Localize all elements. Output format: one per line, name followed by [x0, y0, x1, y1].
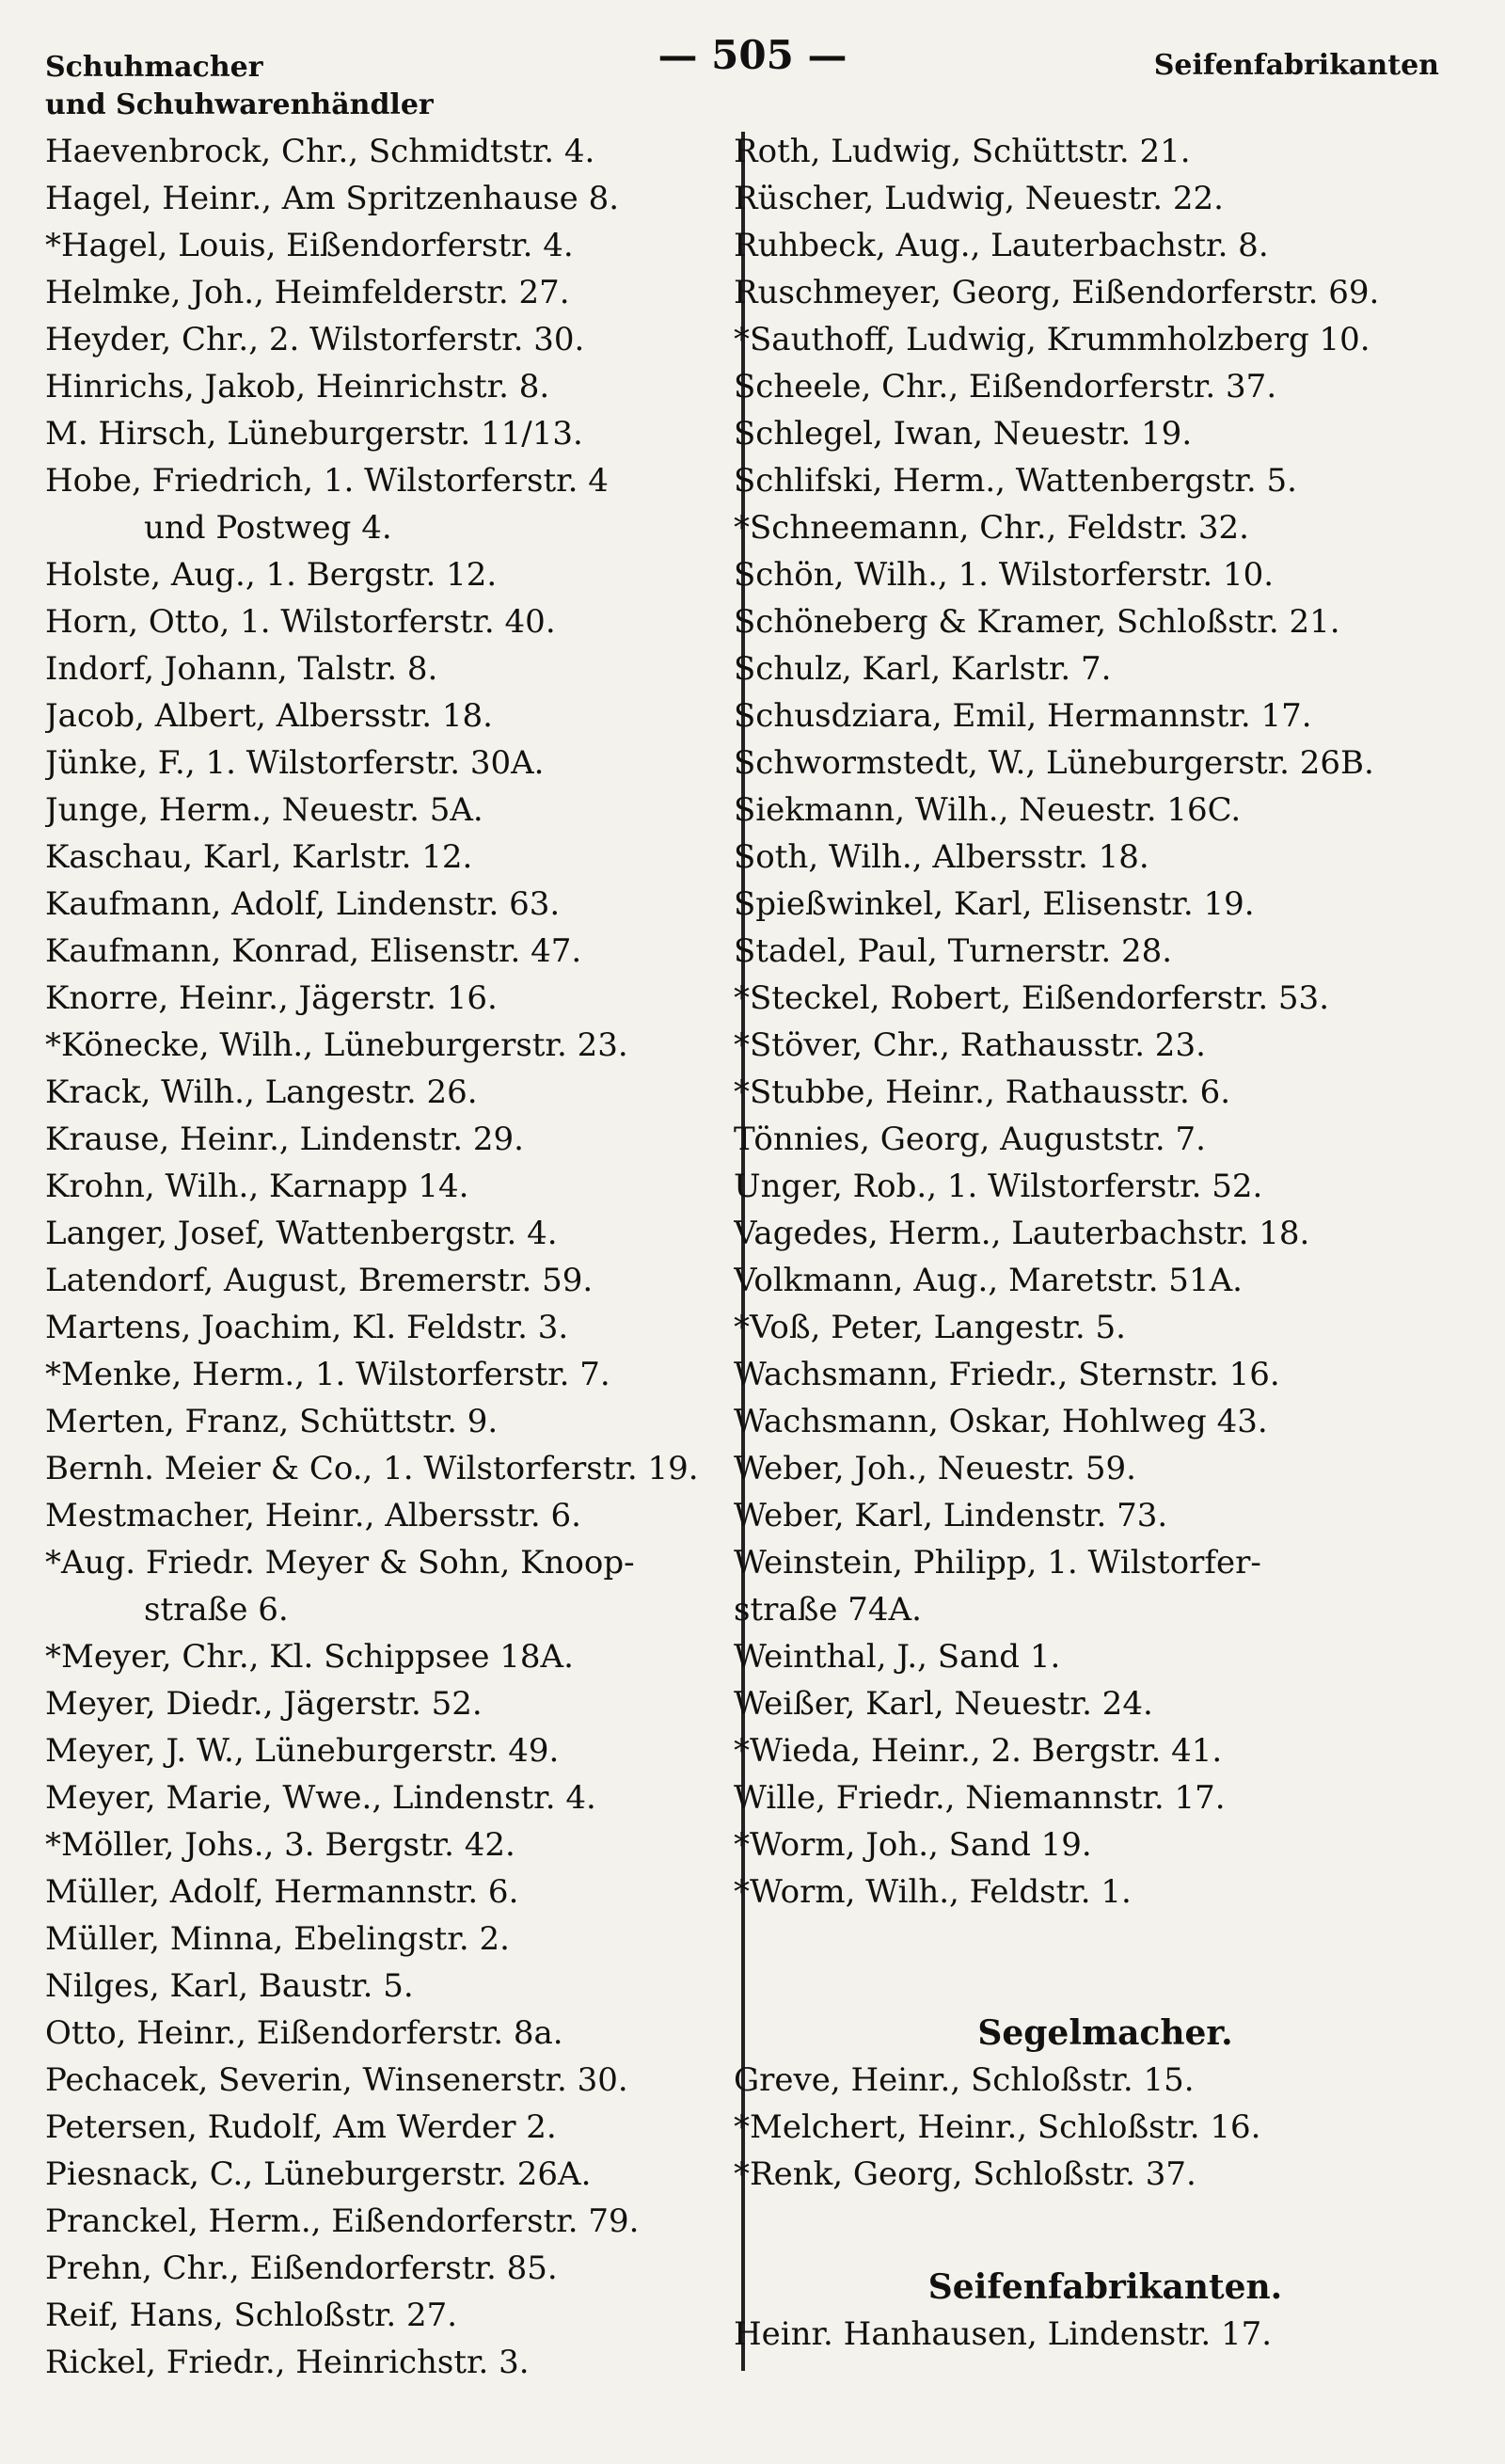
directory-entry: Soth, Wilh., Albersstr. 18.	[734, 838, 1149, 876]
directory-entry: *Möller, Johs., 3. Bergstr. 42.	[45, 1826, 515, 1864]
directory-entry: Merten, Franz, Schüttstr. 9.	[45, 1403, 499, 1440]
directory-entry: Weißer, Karl, Neuestr. 24.	[734, 1685, 1153, 1723]
directory-entry: Wille, Friedr., Niemannstr. 17.	[734, 1779, 1226, 1817]
directory-entry: Mestmacher, Heinr., Albersstr. 6.	[45, 1497, 581, 1534]
directory-entry: Schwormstedt, W., Lüneburgerstr. 26B.	[734, 744, 1374, 782]
directory-entry: *Aug. Friedr. Meyer & Sohn, Knoop-	[45, 1544, 635, 1582]
directory-entry: *Sauthoff, Ludwig, Krummholzberg 10.	[734, 321, 1370, 358]
directory-entry: *Meyer, Chr., Kl. Schippsee 18A.	[45, 1638, 574, 1676]
directory-entry: Rickel, Friedr., Heinrichstr. 3.	[45, 2344, 530, 2381]
directory-entry: Indorf, Johann, Talstr. 8.	[45, 650, 438, 688]
directory-entry: Spießwinkel, Karl, Elisenstr. 19.	[734, 885, 1255, 923]
directory-entry: Petersen, Rudolf, Am Werder 2.	[45, 2108, 557, 2146]
directory-entry: Heyder, Chr., 2. Wilstorferstr. 30.	[45, 321, 585, 358]
directory-entry: Meyer, Diedr., Jägerstr. 52.	[45, 1685, 483, 1723]
directory-entry: Helmke, Joh., Heimfelderstr. 27.	[45, 274, 570, 311]
directory-entry: Schlegel, Iwan, Neuestr. 19.	[734, 415, 1193, 453]
directory-entry: Ruschmeyer, Georg, Eißendorferstr. 69.	[734, 274, 1380, 311]
directory-entry: Meyer, Marie, Wwe., Lindenstr. 4.	[45, 1779, 596, 1817]
right-column-entries	[734, 128, 1477, 1916]
directory-entry: Stadel, Paul, Turnerstr. 28.	[734, 932, 1173, 970]
directory-entry: Tönnies, Georg, Auguststr. 7.	[734, 1121, 1206, 1158]
directory-entry: Langer, Josef, Wattenbergstr. 4.	[45, 1215, 558, 1252]
directory-entry: Weinthal, J., Sand 1.	[734, 1638, 1061, 1676]
directory-entry: Krack, Wilh., Langestr. 26.	[45, 1073, 478, 1111]
directory-entry: Schöneberg & Kramer, Schloßstr. 21.	[734, 603, 1340, 641]
directory-entry: Nilges, Karl, Baustr. 5.	[45, 1967, 414, 2005]
directory-entry: Ruhbeck, Aug., Lauterbachstr. 8.	[734, 227, 1269, 264]
directory-entry: *Melchert, Heinr., Schloßstr. 16.	[734, 2108, 1261, 2146]
directory-entry: Greve, Heinr., Schloßstr. 15.	[734, 2061, 1195, 2099]
entry-continuation: straße 74A.	[734, 1591, 922, 1629]
directory-entry: *Menke, Herm., 1. Wilstorferstr. 7.	[45, 1356, 610, 1393]
directory-entry: Schlifski, Herm., Wattenbergstr. 5.	[734, 462, 1297, 500]
entry-continuation: und Postweg 4.	[144, 509, 392, 547]
running-head-left-line1: Schuhmacher	[45, 51, 263, 84]
section-spacer	[734, 2198, 1477, 2264]
directory-entry: Krause, Heinr., Lindenstr. 29.	[45, 1121, 524, 1158]
page-number: — 505 —	[657, 32, 848, 78]
directory-entry: Jacob, Albert, Albersstr. 18.	[45, 697, 493, 735]
directory-entry: *Stubbe, Heinr., Rathausstr. 6.	[734, 1073, 1231, 1111]
directory-entry: *Steckel, Robert, Eißendorferstr. 53.	[734, 979, 1330, 1017]
running-head-right: Seifenfabrikanten	[1153, 49, 1439, 82]
directory-entry: Reif, Hans, Schloßstr. 27.	[45, 2297, 458, 2334]
directory-entry: Siekmann, Wilh., Neuestr. 16C.	[734, 791, 1242, 829]
directory-entry: Weber, Karl, Lindenstr. 73.	[734, 1497, 1168, 1534]
entry-continuation: straße 6.	[144, 1591, 289, 1629]
directory-entry: Meyer, J. W., Lüneburgerstr. 49.	[45, 1732, 560, 1770]
directory-entry: Bernh. Meier & Co., 1. Wilstorferstr. 19.	[45, 1450, 699, 1487]
directory-entry: Vagedes, Herm., Lauterbachstr. 18.	[734, 1215, 1310, 1252]
directory-entry: M. Hirsch, Lüneburgerstr. 11/13.	[45, 415, 583, 453]
directory-entry: *Könecke, Wilh., Lüneburgerstr. 23.	[45, 1026, 628, 1064]
directory-entry: *Schneemann, Chr., Feldstr. 32.	[734, 509, 1249, 547]
directory-entry: Kaschau, Karl, Karlstr. 12.	[45, 838, 473, 876]
right-column	[734, 128, 1477, 2358]
directory-entry: Rüscher, Ludwig, Neuestr. 22.	[734, 180, 1224, 217]
directory-entry: Müller, Adolf, Hermannstr. 6.	[45, 1873, 519, 1911]
directory-entry: Prehn, Chr., Eißendorferstr. 85.	[45, 2249, 558, 2287]
directory-entry: Schusdziara, Emil, Hermannstr. 17.	[734, 697, 1312, 735]
running-head-left-line2: und Schuhwarenhändler	[45, 88, 434, 121]
directory-entry: Pechacek, Severin, Winsenerstr. 30.	[45, 2061, 628, 2099]
directory-entry: Wachsmann, Friedr., Sternstr. 16.	[734, 1356, 1280, 1393]
directory-entry: Müller, Minna, Ebelingstr. 2.	[45, 1920, 510, 1958]
directory-entry: Pranckel, Herm., Eißendorferstr. 79.	[45, 2202, 640, 2240]
directory-entry: Jünke, F., 1. Wilstorferstr. 30A.	[45, 744, 545, 782]
directory-entry: Krohn, Wilh., Karnapp 14.	[45, 1168, 469, 1205]
section-title-segelmacher: Segelmacher.	[977, 2013, 1233, 2053]
left-column	[45, 128, 732, 2386]
directory-entry: Heinr. Hanhausen, Lindenstr. 17.	[734, 2315, 1273, 2353]
directory-entry: *Wieda, Heinr., 2. Bergstr. 41.	[734, 1732, 1223, 1770]
directory-entry: Junge, Herm., Neuestr. 5A.	[45, 791, 483, 829]
directory-entry: *Voß, Peter, Langestr. 5.	[734, 1309, 1126, 1346]
directory-entry: Horn, Otto, 1. Wilstorferstr. 40.	[45, 603, 556, 641]
segelmacher-entries	[734, 2057, 1477, 2198]
directory-entry: *Renk, Georg, Schloßstr. 37.	[734, 2155, 1196, 2193]
seifenfabrikanten-entries	[734, 2311, 1477, 2358]
directory-entry: Kaufmann, Adolf, Lindenstr. 63.	[45, 885, 561, 923]
section-title-seifenfabrikanten: Seifenfabrikanten.	[927, 2267, 1283, 2307]
directory-entry: Volkmann, Aug., Maretstr. 51A.	[734, 1262, 1243, 1299]
directory-entry: Latendorf, August, Bremerstr. 59.	[45, 1262, 594, 1299]
directory-entry: Haevenbrock, Chr., Schmidtstr. 4.	[45, 133, 595, 170]
directory-entry: Weinstein, Philipp, 1. Wilstorfer-	[734, 1544, 1261, 1582]
directory-entry: Hobe, Friedrich, 1. Wilstorferstr. 4	[45, 462, 609, 500]
directory-entry: Piesnack, C., Lüneburgerstr. 26A.	[45, 2155, 592, 2193]
directory-entry: Weber, Joh., Neuestr. 59.	[734, 1450, 1136, 1487]
directory-entry: Unger, Rob., 1. Wilstorferstr. 52.	[734, 1168, 1263, 1205]
directory-entry: Scheele, Chr., Eißendorferstr. 37.	[734, 368, 1277, 405]
directory-entry: Hinrichs, Jakob, Heinrichstr. 8.	[45, 368, 550, 405]
directory-entry: *Hagel, Louis, Eißendorferstr. 4.	[45, 227, 574, 264]
directory-entry: *Stöver, Chr., Rathausstr. 23.	[734, 1026, 1206, 1064]
section-spacer	[734, 1916, 1477, 2010]
directory-entry: Holste, Aug., 1. Bergstr. 12.	[45, 556, 498, 594]
directory-entry: Kaufmann, Konrad, Elisenstr. 47.	[45, 932, 582, 970]
directory-entry: Schulz, Karl, Karlstr. 7.	[734, 650, 1112, 688]
directory-entry: Schön, Wilh., 1. Wilstorferstr. 10.	[734, 556, 1275, 594]
directory-entry: Wachsmann, Oskar, Hohlweg 43.	[734, 1403, 1268, 1440]
directory-entry: Knorre, Heinr., Jägerstr. 16.	[45, 979, 498, 1017]
directory-entry: Otto, Heinr., Eißendorferstr. 8a.	[45, 2014, 563, 2052]
directory-entry: Hagel, Heinr., Am Spritzenhause 8.	[45, 180, 620, 217]
directory-entry: *Worm, Joh., Sand 19.	[734, 1826, 1092, 1864]
directory-entry: *Worm, Wilh., Feldstr. 1.	[734, 1873, 1132, 1911]
directory-entry: Roth, Ludwig, Schüttstr. 21.	[734, 133, 1191, 170]
directory-entry: Martens, Joachim, Kl. Feldstr. 3.	[45, 1309, 569, 1346]
